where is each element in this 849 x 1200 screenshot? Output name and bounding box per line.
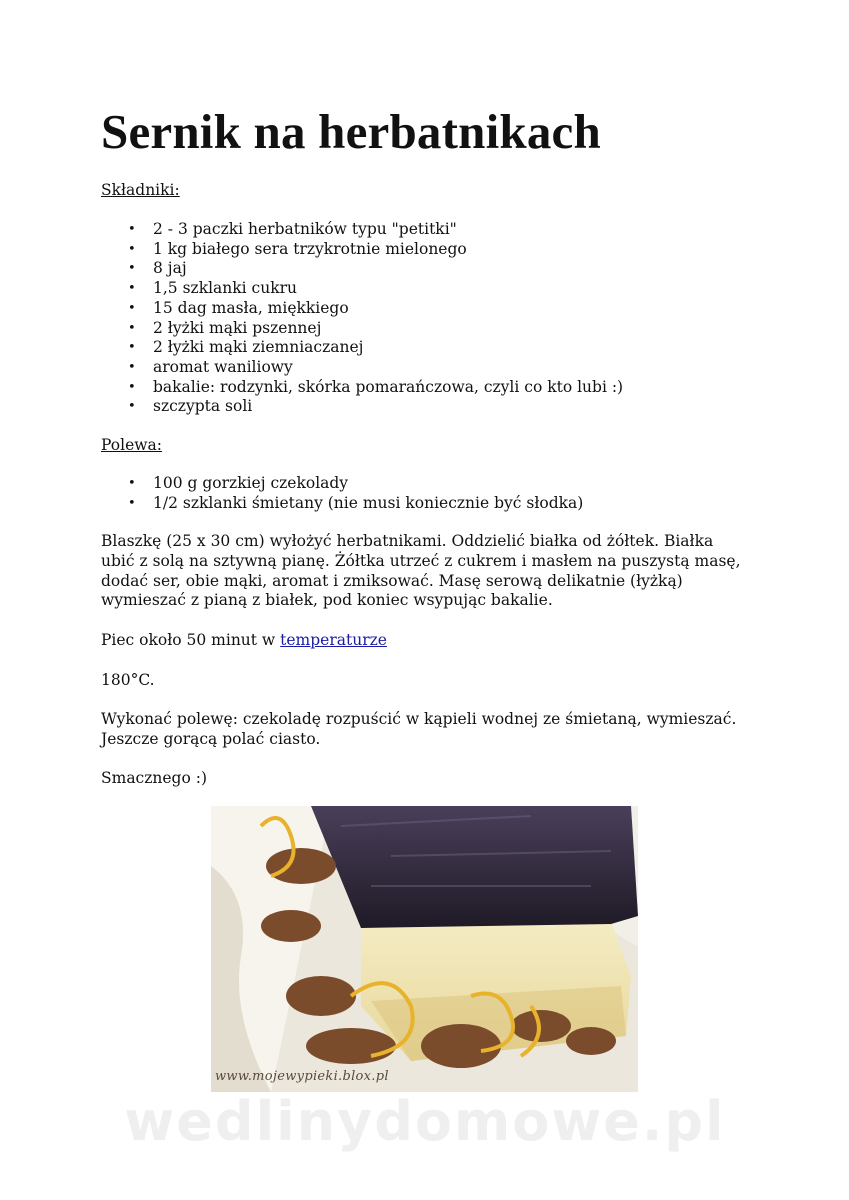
ingredients-list: [101, 220, 623, 417]
cheesecake-illustration: [211, 806, 638, 1092]
bullet-icon: •: [128, 476, 136, 491]
bullet-icon: •: [128, 320, 136, 336]
topping-list: [101, 474, 583, 513]
list-item: • 1 kg białego sera trzykrotnie mielonego: [128, 239, 467, 258]
topping-label: Polewa:: [101, 436, 162, 454]
list-item: • 100 g gorzkiej czekolady: [128, 474, 349, 492]
bullet-icon: •: [128, 300, 136, 316]
photo-credit: www.mojewypieki.blox.pl: [215, 1069, 389, 1084]
list-item: • szczypta soli: [128, 397, 253, 416]
list-item: • aromat waniliowy: [128, 357, 293, 376]
bullet-icon: •: [128, 281, 136, 297]
list-item: • 2 łyżki mąki pszennej: [128, 318, 322, 337]
list-item: • 15 dag masła, miękkiego: [128, 298, 349, 317]
bullet-icon: •: [128, 399, 136, 415]
bullet-icon: •: [128, 261, 136, 277]
bullet-icon: •: [128, 340, 136, 356]
list-item: • 2 łyżki mąki ziemniaczanej: [128, 338, 364, 357]
bullet-icon: •: [128, 359, 136, 375]
closing-text: Smacznego :): [101, 769, 208, 787]
temperature-text: 180°C.: [101, 671, 155, 689]
list-item: • bakalie: rodzynki, skórka pomarańczowa, czyli co kto lubi :): [128, 377, 624, 396]
bullet-icon: •: [128, 379, 136, 395]
cheesecake-photo: [211, 806, 638, 1092]
bullet-icon: •: [128, 241, 136, 257]
glaze-instructions: Wykonać polewę: czekoladę rozpuścić w kąpieli wodnej ze śmietaną, wymieszać. Jeszcze gorącą polać ciasto.: [101, 710, 737, 748]
list-item: • 1,5 szklanki cukru: [128, 279, 297, 298]
list-item: • 1/2 szklanki śmietany (nie musi koniecznie być słodka): [128, 493, 584, 512]
list-item: • 8 jaj: [128, 259, 187, 278]
bullet-icon: •: [128, 222, 136, 237]
watermark: wedlinydomowe.pl: [124, 1090, 726, 1153]
bake-instructions: Piec około 50 minut w temperaturze: [101, 631, 387, 649]
prep-instructions: Blaszkę (25 x 30 cm) wyłożyć herbatnikami. Oddzielić białka od żółtek. Białka ubić z solą na sztywną pianę. Żółtka utrzeć z cukrem i masłem na puszystą masę, dodać ser, obie mąki, aromat i zmiksować. Masę serową delikatnie (łyżką) wymieszać z pianą z białek, pod koniec wsypując bakalie.: [101, 532, 741, 610]
recipe-title: Sernik na herbatnikach: [101, 104, 601, 159]
ingredients-label: Składniki:: [101, 181, 180, 199]
bullet-icon: •: [128, 495, 136, 511]
temperature-link[interactable]: temperaturze: [280, 631, 387, 649]
list-item: • 2 - 3 paczki herbatników typu "petitki": [128, 220, 457, 238]
